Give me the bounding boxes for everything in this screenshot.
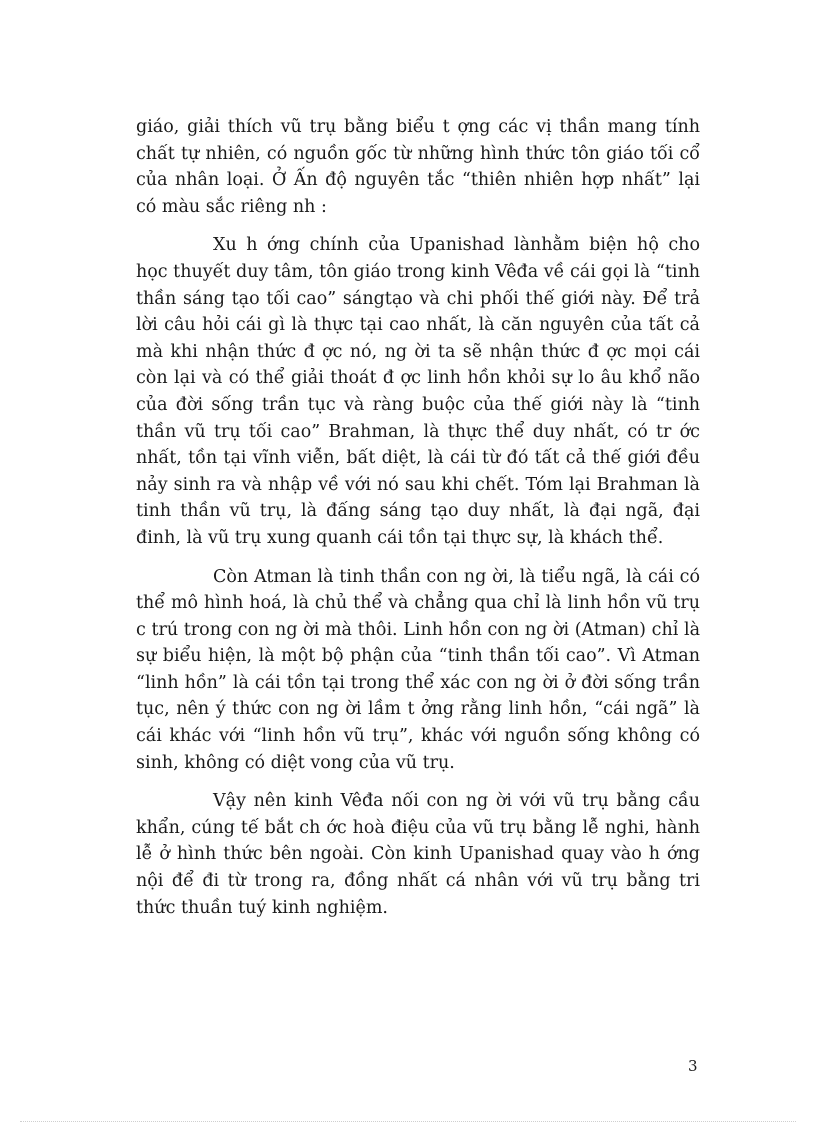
paragraph-continuation: giáo, giải thích vũ trụ bằng biểu t ợng các vị thần mang tính chất tự nhiên, có nguồn gốc từ những hình thức tôn giáo tối cổ của nhân loại. Ở Ấn độ nguyên tắc “thiên nhiên hợp nhất” lại có màu sắc riêng nh : (136, 117, 700, 217)
paragraph-upanishad: Xu h ớng chính của Upanishad lànhằm biện hộ cho học thuyết duy tâm, tôn giáo trong kinh Vêđa về cái gọi là “tinh thần sáng tạo tối cao” sángtạo và chi phối thế giới này. Để trả lời câu hỏi cái gì là thực tại cao nhất, là căn nguyên của tất cả mà khi nhận thức đ ợc nó, ng ời ta sẽ nhận thức đ ợc mọi cái còn lại và có thể giải thoát đ ợc linh hồn khỏi sự lo âu khổ não của đời sống trần tục và ràng buộc của thế giới này là “tinh thần vũ trụ tối cao” Brahman, là thực thể duy nhất, có tr ớc nhất, tồn tại vĩnh viễn, bất diệt, là cái từ đó tất cả thế giới đều nảy sinh ra và nhập về với nó sau khi chết. Tóm lại Brahman là tinh thần vũ trụ, là đấng sáng tạo duy nhất, là đại ngã, đại đinh, là vũ trụ xung quanh cái tồn tại thực sự, là khách thể. (136, 235, 700, 548)
page-number: 3 (688, 1057, 698, 1075)
paragraph-veda: Vậy nên kinh Vêđa nối con ng ời với vũ trụ bằng cầu khẩn, cúng tế bắt ch ớc hoà điệu của vũ trụ bằng lễ nghi, hành lễ ở hình thức bên ngoài. Còn kinh Upanishad quay vào h ớng nội để đi từ trong ra, đồng nhất cá nhân với vũ trụ bằng tri thức thuần tuý kinh nghiệm. (136, 791, 700, 918)
page-bottom-divider (20, 1121, 796, 1122)
paragraph-atman: Còn Atman là tinh thần con ng ời, là tiểu ngã, là cái có thể mô hình hoá, là chủ thể và chẳng qua chỉ là linh hồn vũ trụ c trú trong con ng ời mà thôi. Linh hồn con ng ời (Atman) chỉ là sự biểu hiện, là một bộ phận của “tinh thần tối cao”. Vì Atman “linh hồn” là cái tồn tại trong thể xác con ng ời ở đời sống trần tục, nên ý thức con ng ời lầm t ởng rằng linh hồn, “cái ngã” là cái khác với “linh hồn vũ trụ”, khác với nguồn sống không có sinh, không có diệt vong của vũ trụ. (136, 566, 700, 773)
body-text (136, 114, 700, 933)
